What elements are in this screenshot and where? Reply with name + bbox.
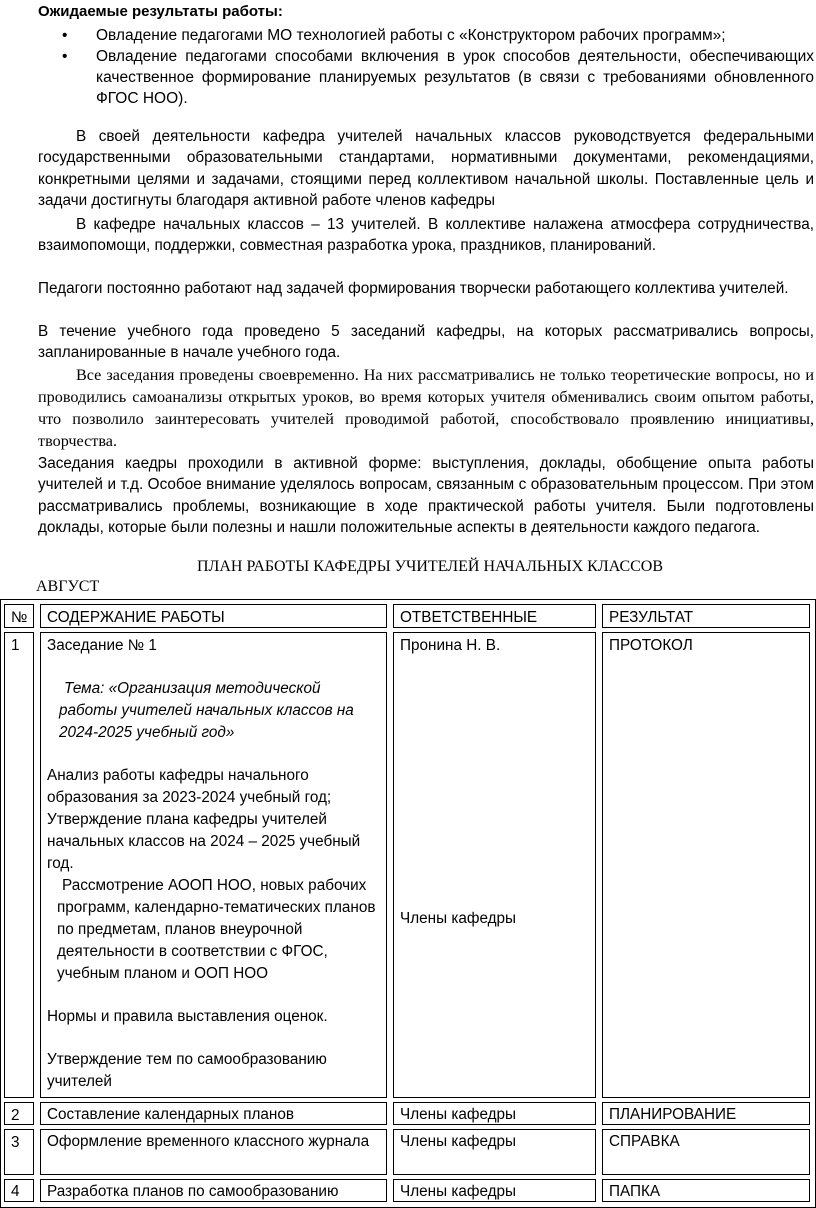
row-num: 4 <box>4 1179 34 1202</box>
list-item <box>62 46 814 109</box>
responsible-members: Члены кафедры <box>400 910 517 927</box>
row1-num: 1 <box>4 632 34 1098</box>
expected-results-list <box>62 25 814 109</box>
row-result: ПАПКА <box>602 1179 810 1202</box>
meeting-theme: Тема: «Организация методической работы учителей начальных классов на 2024-2025 учебный год» <box>59 680 354 741</box>
paragraph: В своей деятельности кафедра учителей начальных классов руководствуется федеральными государственными образовательными стандартами, нормативными документами, рекомендациями, конкретными целями и задачами, стоящими перед коллективом начальной школы. Поставленные цель и задачи достигнуты благодаря активной работе членов кафедры <box>38 128 814 210</box>
paragraph: Все заседания проведены своевременно. На них рассматривались не только теоретические вопросы, но и проводились самоанализы открытых уроков, во время которых учителя обменивались своим опытом работы, что позволило заинтересовать учителей проводимой работой, способствовало проявлению инициативы, творчества. <box>38 366 814 450</box>
paragraph: В течение учебного года проведено 5 заседаний кафедры, на которых рассматривались вопросы, запланированные в начале учебного года. <box>38 323 814 362</box>
header-responsible: ОТВЕТСТВЕННЫЕ <box>393 604 596 628</box>
plan-month: АВГУСТ <box>36 578 100 595</box>
bullet-icon: • <box>62 27 68 44</box>
meeting-title: Заседание № 1 <box>47 637 157 654</box>
row1-responsible <box>393 632 596 1098</box>
row-num: 3 <box>4 1129 34 1175</box>
header-result: РЕЗУЛЬТАТ <box>602 604 810 628</box>
paragraph: В кафедре начальных классов – 13 учителей. В коллективе налажена атмосфера сотрудничества, взаимопомощи, поддержки, совместная разработка урока, праздников, планирований. <box>38 216 814 255</box>
row-content: Разработка планов по самообразованию <box>40 1179 387 1202</box>
row-content: Оформление временного классного журнала <box>40 1129 387 1175</box>
row-responsible: Члены кафедры <box>393 1179 596 1202</box>
agenda-item: Утверждение плана кафедры учителей начальных классов на 2024 – 2025 учебный год. <box>47 811 361 872</box>
header-num: № <box>4 604 34 628</box>
bullet-icon: • <box>62 48 68 65</box>
row-content: Составление календарных планов <box>40 1102 387 1125</box>
list-item-text: Овладение педагогами МО технологией работы с «Конструктором рабочих программ»; <box>96 27 726 44</box>
list-item-text: Овладение педагогами способами включения в урок способов деятельности, обеспечивающих качественное формирование планируемых результатов (в связи с требованиями обновленного ФГОС НОО). <box>96 48 814 107</box>
row-result: СПРАВКА <box>602 1129 810 1175</box>
paragraph: Педагоги постоянно работают над задачей формирования творчески работающего коллектива учителей. <box>38 280 789 297</box>
row-result: ПЛАНИРОВАНИЕ <box>602 1102 810 1125</box>
row-responsible: Члены кафедры <box>393 1102 596 1125</box>
agenda-item: Нормы и правила выставления оценок. <box>47 1008 328 1025</box>
agenda-item: Утверждение тем по самообразованию учителей <box>47 1051 327 1090</box>
row-num: 2 <box>4 1102 34 1125</box>
expected-results-heading: Ожидаемые результаты работы: <box>38 3 283 20</box>
plan-title: ПЛАН РАБОТЫ КАФЕДРЫ УЧИТЕЛЕЙ НАЧАЛЬНЫХ КЛАССОВ <box>196 558 664 575</box>
agenda-item: Рассмотрение АООП НОО, новых рабочих программ, календарно-тематических планов по предметам, планов внеурочной деятельности в соответствии с ФГОС, учебным планом и ООП НОО <box>57 877 376 982</box>
responsible-main: Пронина Н. В. <box>400 637 501 654</box>
header-content: СОДЕРЖАНИЕ РАБОТЫ <box>40 604 387 628</box>
list-item <box>62 25 814 46</box>
row-responsible: Члены кафедры <box>393 1129 596 1175</box>
row1-content <box>40 632 387 1098</box>
agenda-item: Анализ работы кафедры начального образования за 2023-2024 учебный год; <box>47 767 332 806</box>
paragraph: Заседания каедры проходили в активной форме: выступления, доклады, обобщение опыта работы учителей и т.д. Особое внимание уделялось вопросам, связанным с образовательным процессом. При этом рассматривались проблемы, возникающие в ходе практической работы учителя. Были подготовлены доклады, которые были полезны и нашли положительные аспекты в деятельности каждого педагога. <box>38 455 814 537</box>
row1-result: ПРОТОКОЛ <box>602 632 810 1098</box>
